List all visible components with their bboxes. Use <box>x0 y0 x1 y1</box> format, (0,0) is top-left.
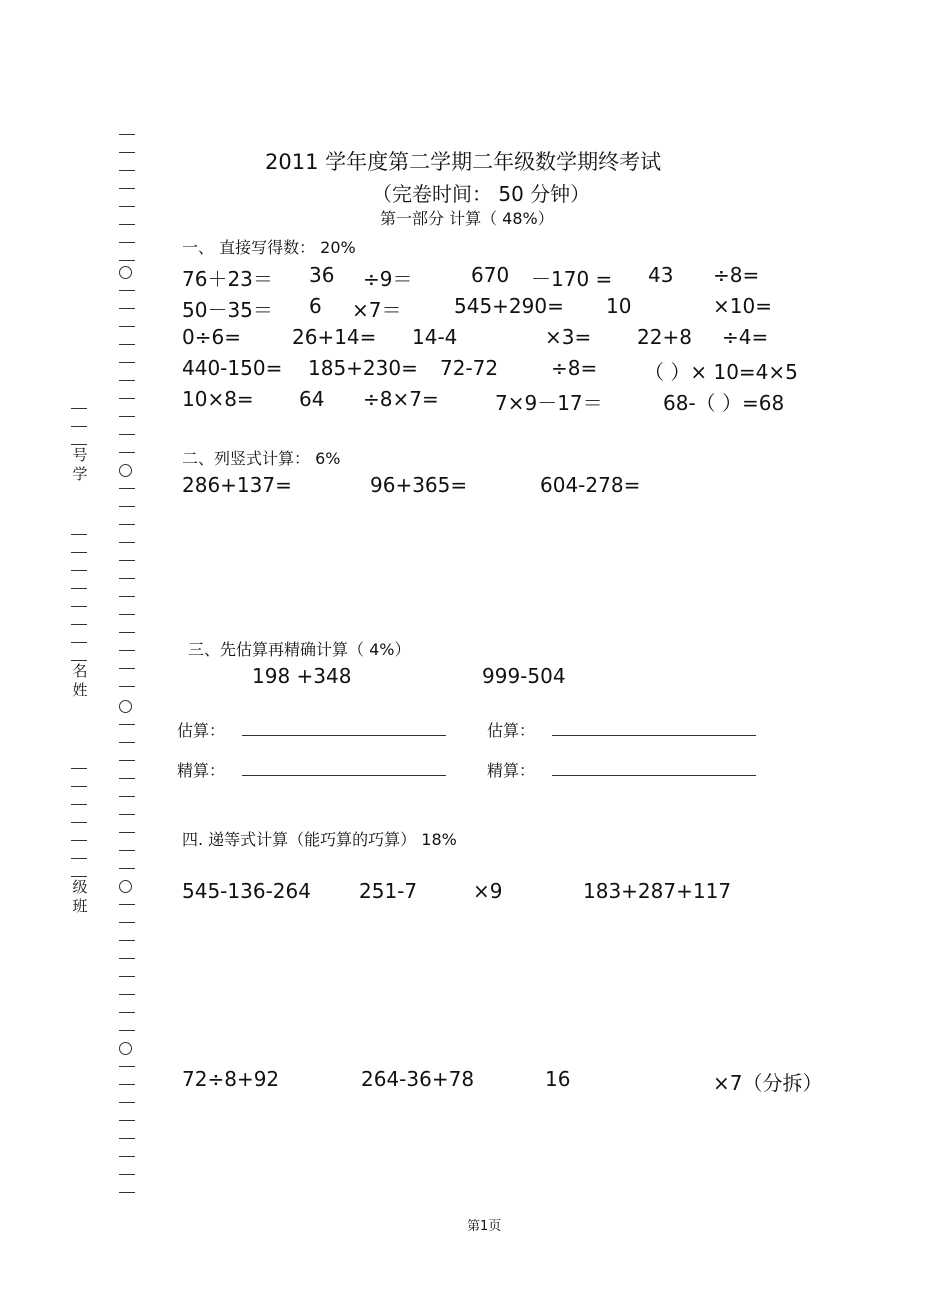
binding-dash <box>119 940 135 941</box>
s4-r1-c3: ×9 <box>473 879 503 903</box>
s1-r2-c1: 50－35＝ <box>182 298 273 322</box>
binding-dash <box>119 398 135 399</box>
binding-dash <box>119 188 135 189</box>
binding-dash <box>119 542 135 543</box>
binding-dash <box>119 1138 135 1139</box>
s1-r1-c7: ÷8= <box>713 263 760 287</box>
exam-title: 2011 学年度第二学期二年级数学期终考试 <box>265 150 662 174</box>
part-one-heading: 第一部分 计算（ 48%） <box>380 209 554 228</box>
binding-dash <box>119 152 135 153</box>
s1-r1-c4: 670 <box>471 263 510 287</box>
binding-dash <box>119 1192 135 1193</box>
binding-dash <box>119 850 135 851</box>
binding-dash <box>119 488 135 489</box>
s1-r4-c2: 185+230= <box>308 356 418 380</box>
s1-r3-c1: 0÷6= <box>182 325 241 349</box>
binding-dash <box>119 242 135 243</box>
s1-r4-c1: 440-150= <box>182 356 283 380</box>
s1-r1-c2: 36 <box>309 263 335 287</box>
estimate-label: 估算： <box>487 721 536 740</box>
binding-dash <box>119 742 135 743</box>
binding-dash <box>119 380 135 381</box>
binding-dash <box>119 778 135 779</box>
s2-problem-1: 286+137= <box>182 473 292 497</box>
binding-hole-marker <box>119 1042 132 1055</box>
exam-duration: （完卷时间： 50 分钟） <box>372 182 591 206</box>
binding-dash <box>119 260 135 261</box>
s1-r5-c1: 10×8= <box>182 387 254 411</box>
s4-r2-c1: 72÷8+92 <box>182 1067 280 1091</box>
binding-dash <box>119 958 135 959</box>
binding-dash <box>119 1102 135 1103</box>
binding-dash <box>119 976 135 977</box>
exact-answer-line[interactable] <box>242 759 446 776</box>
binding-dash <box>119 1084 135 1085</box>
student-name-label: 名姓 <box>72 662 88 699</box>
s1-r1-c5: －170 = <box>531 267 613 291</box>
s4-r2-c3: 16 <box>545 1067 571 1091</box>
fill-in-line <box>71 426 87 427</box>
binding-dash <box>119 632 135 633</box>
binding-dash <box>119 326 135 327</box>
s1-r1-c3: ÷9＝ <box>363 267 413 291</box>
binding-dash <box>119 668 135 669</box>
s4-r1-c4: 183+287+117 <box>583 879 732 903</box>
binding-dash <box>119 434 135 435</box>
s3-estimate-row-1 <box>177 718 446 741</box>
binding-dash <box>119 760 135 761</box>
binding-dash <box>119 650 135 651</box>
binding-dash <box>119 452 135 453</box>
s1-r5-c3: ÷8×7= <box>363 387 439 411</box>
binding-dash <box>119 614 135 615</box>
s1-r3-c3: 14-4 <box>412 325 458 349</box>
binding-hole-marker <box>119 700 132 713</box>
binding-dash <box>119 524 135 525</box>
s1-r3-c2: 26+14= <box>292 325 377 349</box>
s1-r5-c2: 64 <box>299 387 325 411</box>
binding-dash <box>119 868 135 869</box>
binding-dash <box>119 796 135 797</box>
s4-r1-c2: 251-7 <box>359 879 418 903</box>
s1-r4-c4: ÷8= <box>551 356 598 380</box>
exact-label: 精算： <box>177 761 226 780</box>
binding-dash <box>119 1156 135 1157</box>
class-label: 级班 <box>72 878 88 915</box>
binding-dash <box>119 224 135 225</box>
binding-dash <box>119 506 135 507</box>
exact-answer-line[interactable] <box>552 759 756 776</box>
binding-dash <box>119 1120 135 1121</box>
binding-dash <box>119 922 135 923</box>
binding-dash <box>119 1030 135 1031</box>
s1-r2-c3: ×7＝ <box>352 298 402 322</box>
s1-r3-c4: ×3= <box>545 325 592 349</box>
s1-r3-c6: ÷4= <box>722 325 769 349</box>
binding-dash <box>119 1066 135 1067</box>
section-1-heading: 一、 直接写得数： 20% <box>182 238 356 257</box>
s1-r3-c5: 22+8 <box>637 325 692 349</box>
s1-r5-c5: 68-（ ）=68 <box>663 391 785 415</box>
fill-in-line <box>71 858 87 859</box>
estimate-label: 估算： <box>177 721 226 740</box>
s1-r1-c1: 76＋23＝ <box>182 267 273 291</box>
binding-hole-marker <box>119 464 132 477</box>
binding-dash <box>119 560 135 561</box>
binding-dash <box>119 344 135 345</box>
binding-dash <box>119 1174 135 1175</box>
binding-dash <box>119 578 135 579</box>
fill-in-line <box>71 552 87 553</box>
s1-r4-c5: （ ）× 10=4×5 <box>644 360 798 384</box>
binding-dash <box>119 904 135 905</box>
binding-hole-marker <box>119 266 132 279</box>
binding-dash <box>119 686 135 687</box>
binding-dash <box>119 134 135 135</box>
s1-r2-c5: 10 <box>606 294 632 318</box>
s3-problem-1: 198 +348 <box>252 664 352 688</box>
fill-in-line <box>71 588 87 589</box>
s3-exact-row-2 <box>487 758 756 781</box>
binding-dash <box>119 814 135 815</box>
fill-in-line <box>71 642 87 643</box>
fill-in-line <box>71 840 87 841</box>
binding-dash <box>119 832 135 833</box>
student-number-label: 号学 <box>72 446 88 483</box>
fill-in-line <box>71 768 87 769</box>
fill-in-line <box>71 408 87 409</box>
fill-in-line <box>71 534 87 535</box>
fill-in-line <box>71 570 87 571</box>
fill-in-line <box>71 606 87 607</box>
estimate-answer-line[interactable] <box>242 719 446 736</box>
fill-in-line <box>71 660 87 661</box>
s3-estimate-row-2 <box>487 718 756 741</box>
estimate-answer-line[interactable] <box>552 719 756 736</box>
binding-dash <box>119 290 135 291</box>
binding-dash <box>119 1012 135 1013</box>
section-4-heading: 四. 递等式计算（能巧算的巧算） 18% <box>182 830 457 849</box>
section-3-heading: 三、先估算再精确计算（ 4%） <box>188 640 411 659</box>
s2-problem-3: 604-278= <box>540 473 641 497</box>
binding-dash <box>119 994 135 995</box>
s3-problem-2: 999-504 <box>482 664 566 688</box>
s1-r5-c4: 7×9－17＝ <box>495 391 603 415</box>
section-2-heading: 二、列竖式计算： 6% <box>182 449 341 468</box>
s1-r2-c4: 545+290= <box>454 294 564 318</box>
binding-dash <box>119 206 135 207</box>
page-number: 第1页 <box>467 1219 502 1234</box>
s4-r2-c2: 264-36+78 <box>361 1067 475 1091</box>
binding-dash <box>119 724 135 725</box>
s1-r2-c2: 6 <box>309 294 322 318</box>
fill-in-line <box>71 822 87 823</box>
s1-r4-c3: 72-72 <box>440 356 499 380</box>
fill-in-line <box>71 624 87 625</box>
binding-dash <box>119 308 135 309</box>
fill-in-line <box>71 786 87 787</box>
fill-in-line <box>71 804 87 805</box>
binding-hole-marker <box>119 880 132 893</box>
fill-in-line <box>71 444 87 445</box>
binding-dash <box>119 170 135 171</box>
fill-in-line <box>71 876 87 877</box>
binding-dash <box>119 596 135 597</box>
s3-exact-row-1 <box>177 758 446 781</box>
s2-problem-2: 96+365= <box>370 473 468 497</box>
s4-r2-c4: ×7（分拆） <box>713 1071 823 1095</box>
exact-label: 精算： <box>487 761 536 780</box>
binding-dash <box>119 362 135 363</box>
binding-dash <box>119 416 135 417</box>
s1-r1-c6: 43 <box>648 263 674 287</box>
s4-r1-c1: 545-136-264 <box>182 879 311 903</box>
s1-r2-c6: ×10= <box>713 294 772 318</box>
